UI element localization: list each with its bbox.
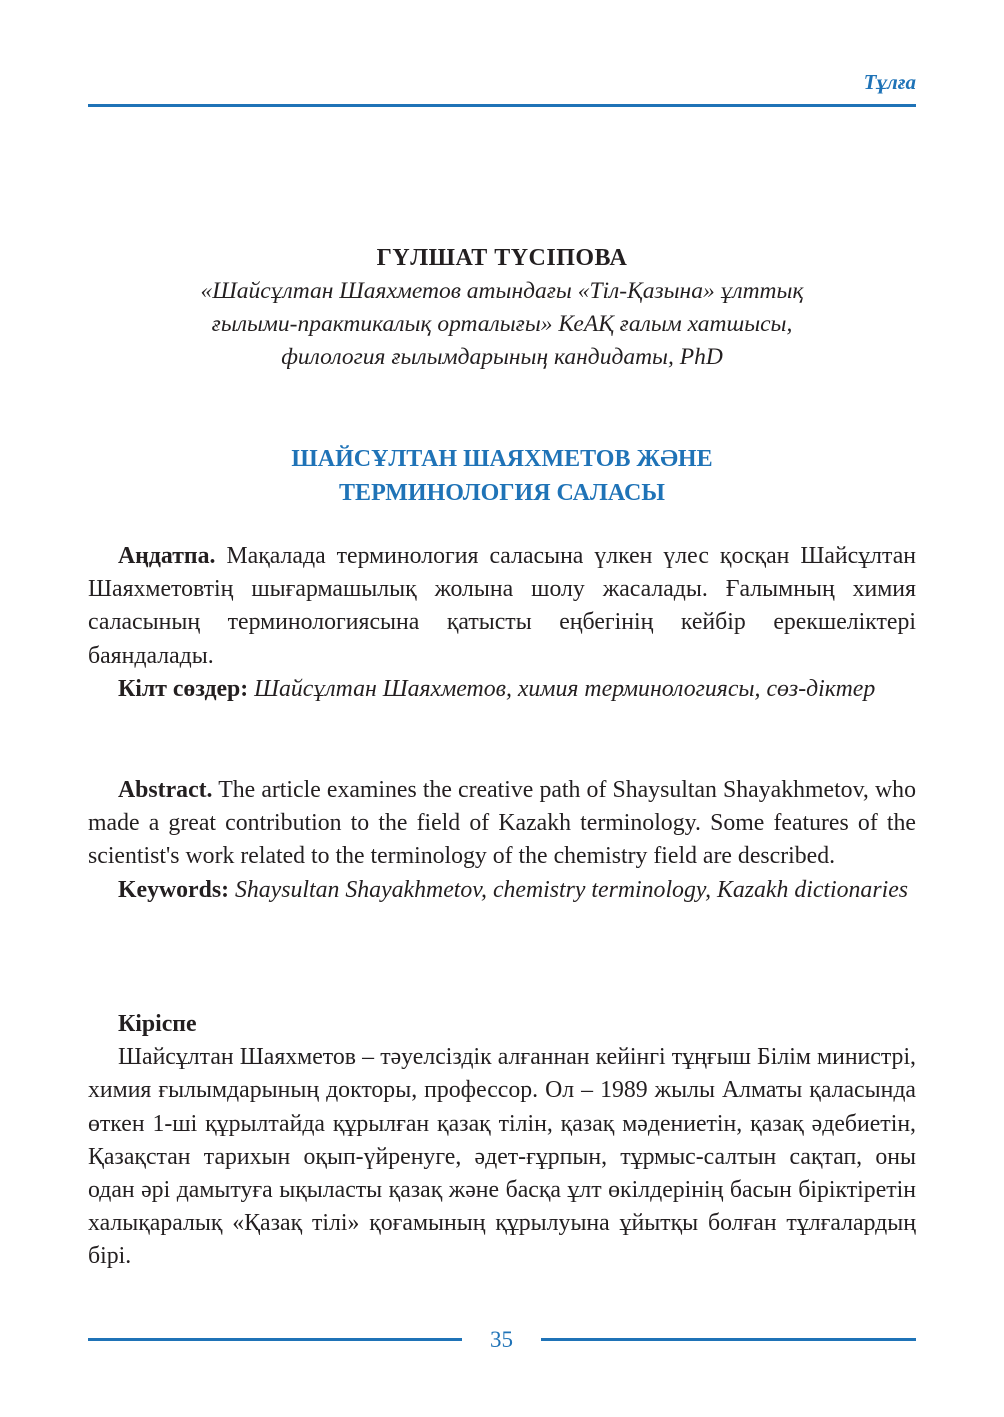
annotation-paragraph [88, 540, 916, 673]
article-title [88, 442, 916, 510]
affiliation-line-3: филология ғылымдарының кандидаты, PhD [281, 344, 723, 370]
affiliation-line-1: «Шайсұлтан Шаяхметов атындағы «Тіл-Қазына» ұлттық [200, 278, 804, 304]
keywords-kz-label: Кілт сөздер: [118, 675, 249, 702]
article-title-line-1: ШАЙСҰЛТАН ШАЯХМЕТОВ ЖӘНЕ [291, 446, 713, 472]
keywords-kz-text: Шайсұлтан Шаяхметов, химия терминологиясы, сөз-діктер [254, 675, 876, 702]
annotation-text: Мақалада терминология саласына үлкен үлес қосқан Шайсұлтан Шаяхметовтің шығармашылық жолына шолу жасалады. Ғалымның химия саласының терминологиясына қатысты еңбегінің кейбір ерекшеліктері баяндалады. [88, 543, 916, 669]
keywords-kz-paragraph [88, 673, 916, 706]
annotation-label: Аңдатпа. [118, 543, 216, 569]
abstract-text: The article examines the creative path of Shaysultan Shayakhmetov, who made a great contribution to the field of Kazakh terminology. Some features of the scientist's work related to the terminology of the chemistry field are described. [88, 777, 916, 870]
author-name: ГҮЛШАТ ТҮСІПОВА [376, 245, 628, 271]
author-block [88, 241, 916, 374]
header-rule [88, 104, 916, 107]
introduction-heading: Кіріспе [118, 1011, 197, 1037]
footer-rule-right [541, 1338, 916, 1341]
article-title-line-2: ТЕРМИНОЛОГИЯ САЛАСЫ [339, 480, 665, 506]
keywords-en-label: Keywords: [118, 876, 230, 903]
footer-rule-left [88, 1338, 462, 1341]
abstract-section [88, 774, 916, 907]
affiliation-line-2: ғылыми-практикалық орталығы» КеАҚ ғалым хатшысы, [211, 311, 793, 337]
annotation-section [88, 540, 916, 706]
introduction-section [88, 1008, 916, 1274]
running-header-section: Тұлға [863, 70, 916, 94]
keywords-en-text: Shaysultan Shayakhmetov, chemistry terminology, Kazakh dictionaries [235, 876, 909, 903]
page-number: 35 [490, 1327, 513, 1352]
abstract-paragraph [88, 774, 916, 874]
introduction-paragraph: Шайсұлтан Шаяхметов – тәуелсіздік алғаннан кейінгі тұңғыш Білім министрі, химия ғылымдарының докторы, профессор. Ол – 1989 жылы Алматы қаласында өткен 1-ші құрылтайда құрылған қазақ тілін, қазақ мәдениетін, қазақ әдебиетін, Қазақстан тарихын оқып-үйренуге, әдет-ғұрпын, тұрмыс-салтын сақтап, оны одан әрі дамытуға ықыласты қазақ және басқа ұлт өкілдерінің басын біріктіретін халықаралық «Қазақ тілі» қоғамының құрылуына ұйытқы болған тұлғалардың бірі. [88, 1044, 916, 1270]
abstract-label: Abstract. [118, 777, 213, 803]
keywords-en-paragraph [88, 874, 916, 907]
